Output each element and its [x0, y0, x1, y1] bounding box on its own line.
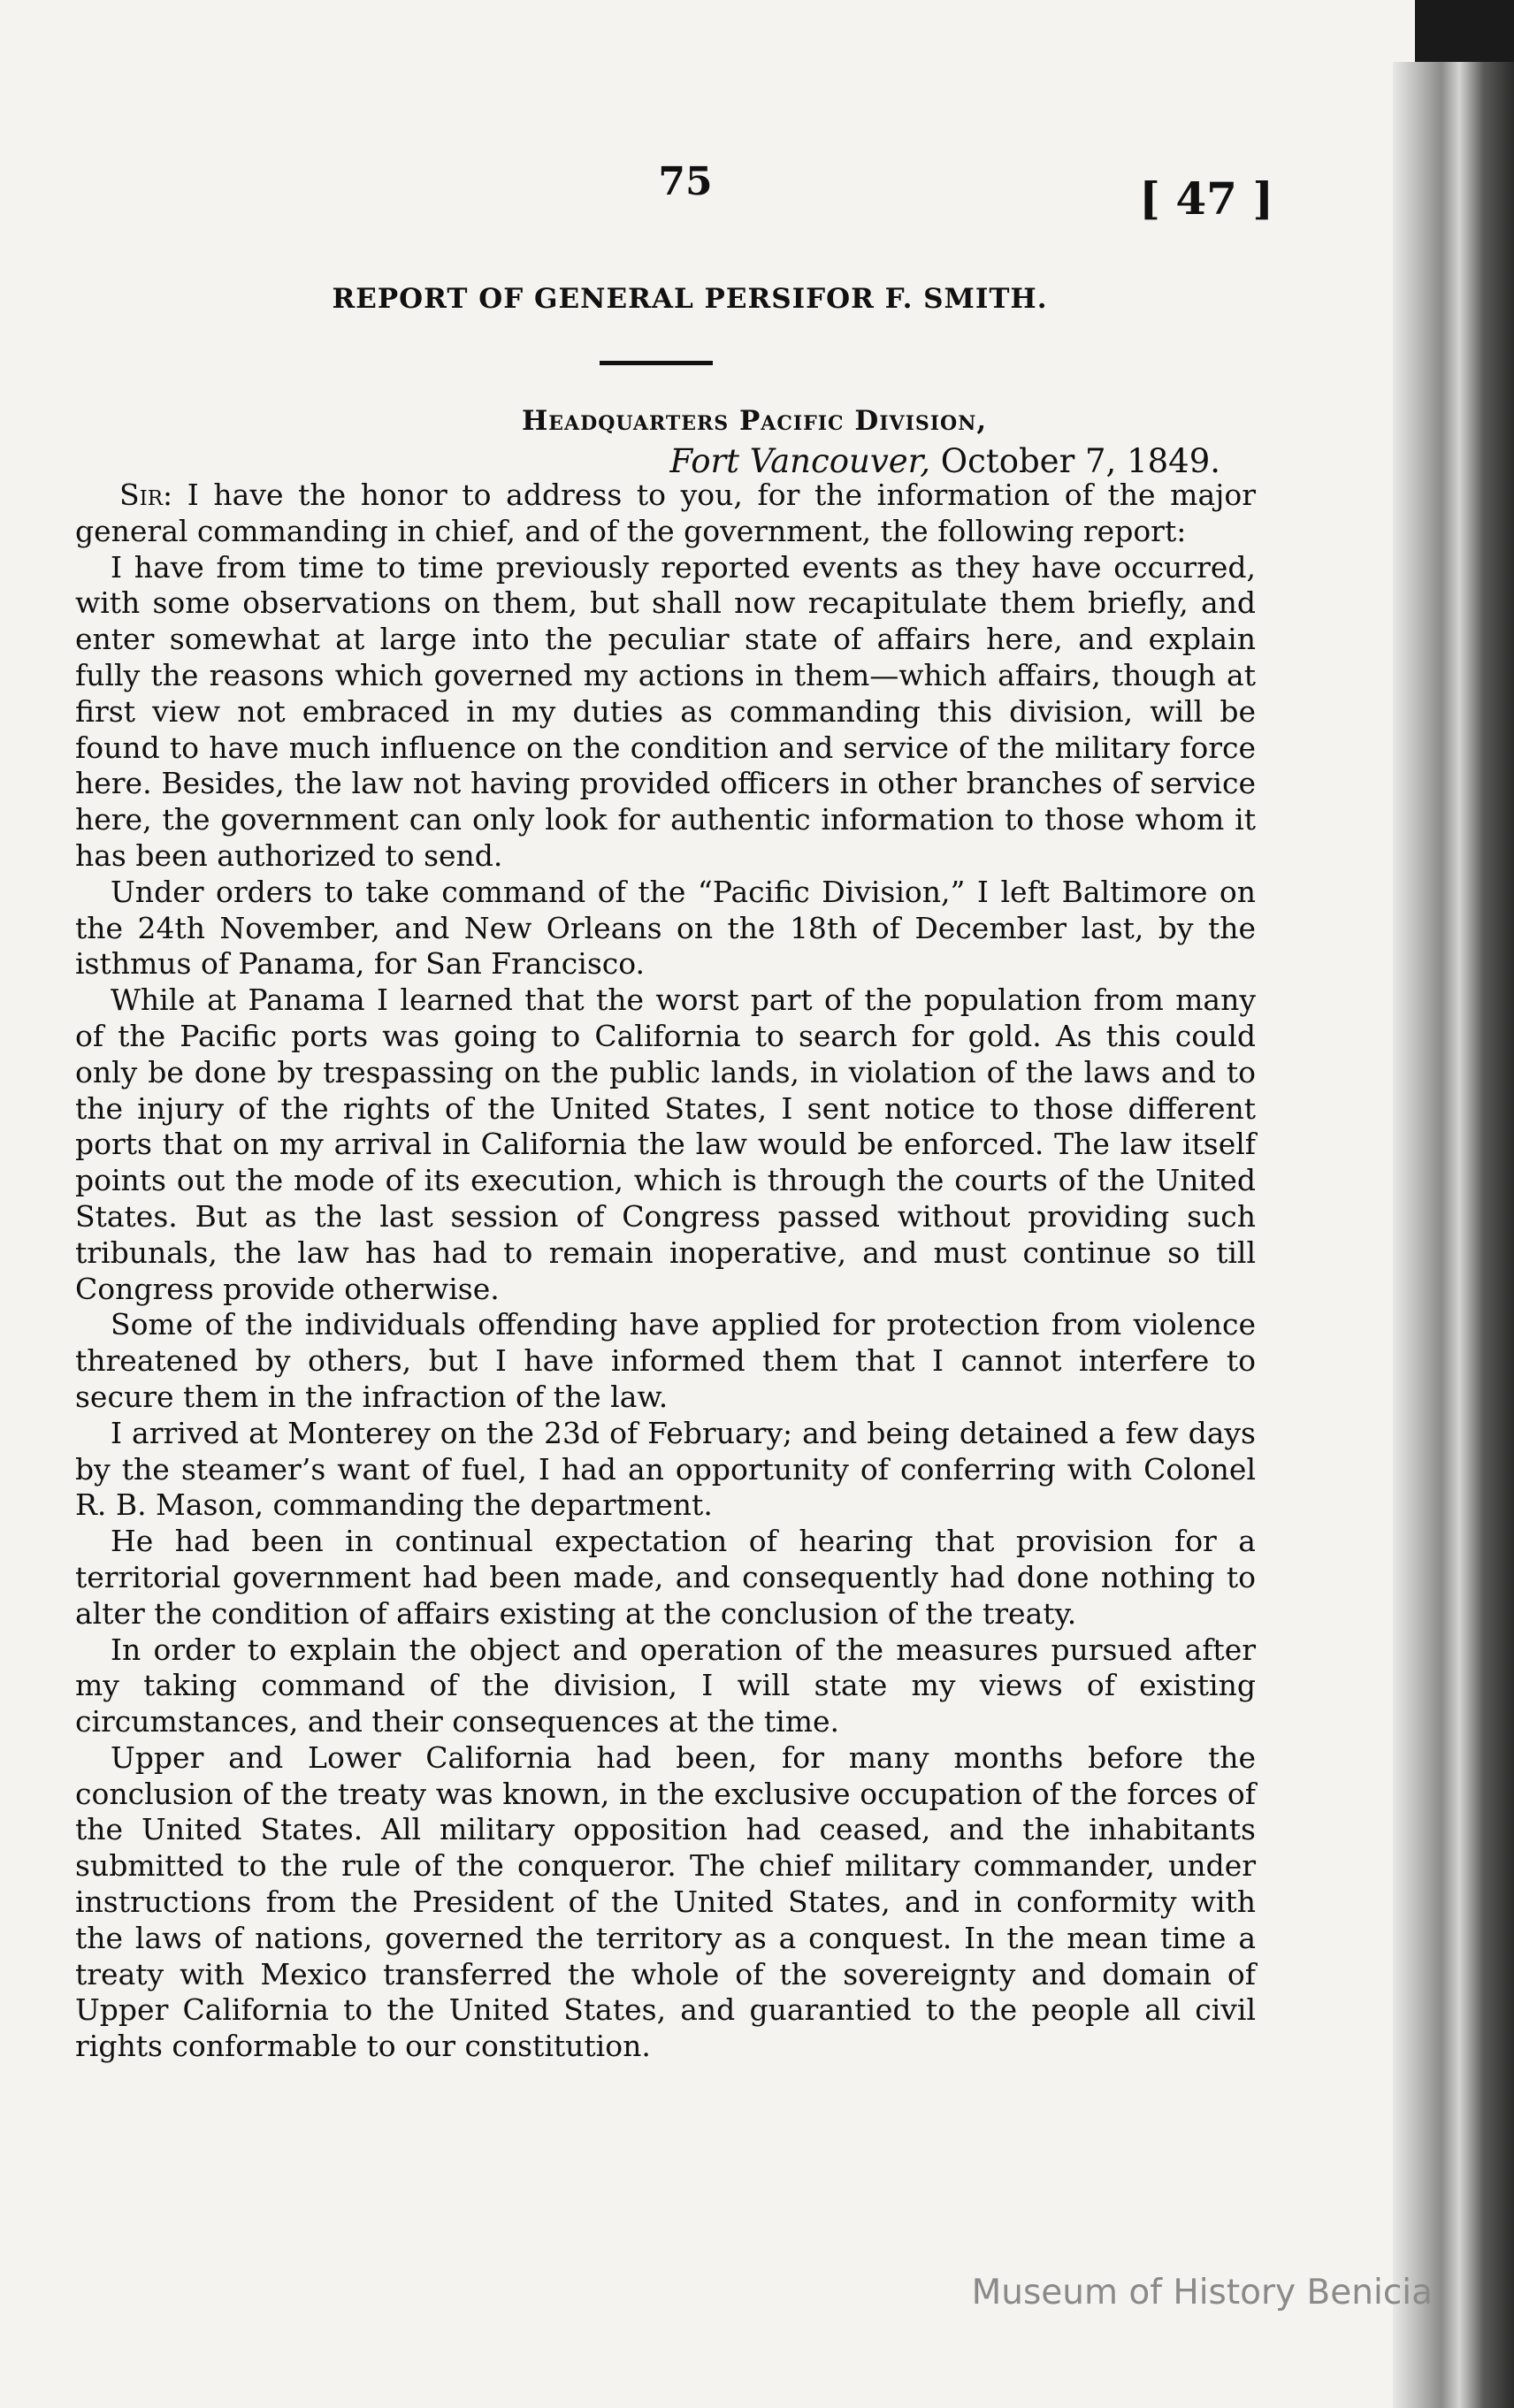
paragraph-7: He had been in continual expectation of hearing that provision for a territorial government had been made, and consequently had done nothing to alter the condition of affairs existing at the conclusion of the treaty.: [75, 1524, 1256, 1631]
paragraph-8: In order to explain the object and operation of the measures pursued after my taking command of the division, I will state my views of existing circumstances, and their consequences at the time.: [75, 1632, 1256, 1739]
salutation: Sir:: [119, 478, 173, 512]
paragraph-1-text: I have the honor to address to you, for the information of the major general commanding in chief, and of the government, the following report:: [75, 478, 1256, 548]
heading-place-date: [531, 442, 1220, 480]
heading-headquarters: Headquarters Pacific Division,: [522, 405, 988, 437]
paragraph-3: Under orders to take command of the “Pacific Division,” I left Baltimore on the 24th November, and New Orleans on the 18th of December last, by the isthmus of Panama, for San Francisco.: [75, 874, 1256, 982]
book-binding-edge: [1393, 62, 1514, 2408]
title-rule: [600, 361, 713, 365]
watermark: Museum of History Benicia: [971, 2273, 1433, 2312]
report-title: REPORT OF GENERAL PERSIFOR F. SMITH.: [332, 283, 1048, 315]
paragraph-1: [75, 478, 1256, 550]
heading-place: Fort Vancouver,: [669, 442, 931, 480]
folio-number: 75: [658, 159, 713, 204]
sheet-number: [ 47 ]: [1139, 172, 1273, 225]
paragraph-2: I have from time to time previously reported events as they have occurred, with some observations on them, but shall now recapitulate them briefly, and enter somewhat at large into the peculiar state of affairs here, and explain fully the reasons which governed my actions in them—which affairs, though at first view not embraced in my duties as commanding this division, will be found to have much influence on the condition and service of the military force here. Besides, the law not having provided officers in other branches of service here, the government can only look for authentic information to those whom it has been authorized to send.: [75, 549, 1256, 873]
heading-date: October 7, 1849.: [940, 442, 1220, 480]
paragraph-4: While at Panama I learned that the worst part of the population from many of the Pacific ports was going to California to search for gold. As this could only be done by trespassing on the public lands, in violation of the laws and to the injury of the rights of the United States, I sent notice to those different ports that on my arrival in California the law would be enforced. The law itself points out the mode of its execution, which is through the courts of the United States. But as the last session of Congress passed without providing such tribunals, the law has had to remain inoperative, and must continue so till Congress provide otherwise.: [75, 982, 1256, 1306]
paragraph-6: I arrived at Monterey on the 23d of February; and being detained a few days by the steamer’s want of fuel, I had an opportunity of conferring with Colonel R. B. Mason, commanding the department.: [75, 1415, 1256, 1523]
paragraph-9: Upper and Lower California had been, for many months before the conclusion of the treaty was known, in the exclusive occupation of the forces of the United States. All military opposition had ceased, and the inhabitants submitted to the rule of the conqueror. The chief military commander, under instructions from the President of the United States, and in conformity with the laws of nations, governed the territory as a conquest. In the mean time a treaty with Mexico transferred the whole of the sovereignty and domain of Upper California to the United States, and guarantied to the people all civil rights conformable to our constitution.: [75, 1739, 1256, 2064]
paragraph-5: Some of the individuals offending have applied for protection from violence threatened by others, but I have informed them that I cannot interfere to secure them in the infraction of the law.: [75, 1307, 1256, 1414]
report-body: [75, 478, 1256, 2065]
